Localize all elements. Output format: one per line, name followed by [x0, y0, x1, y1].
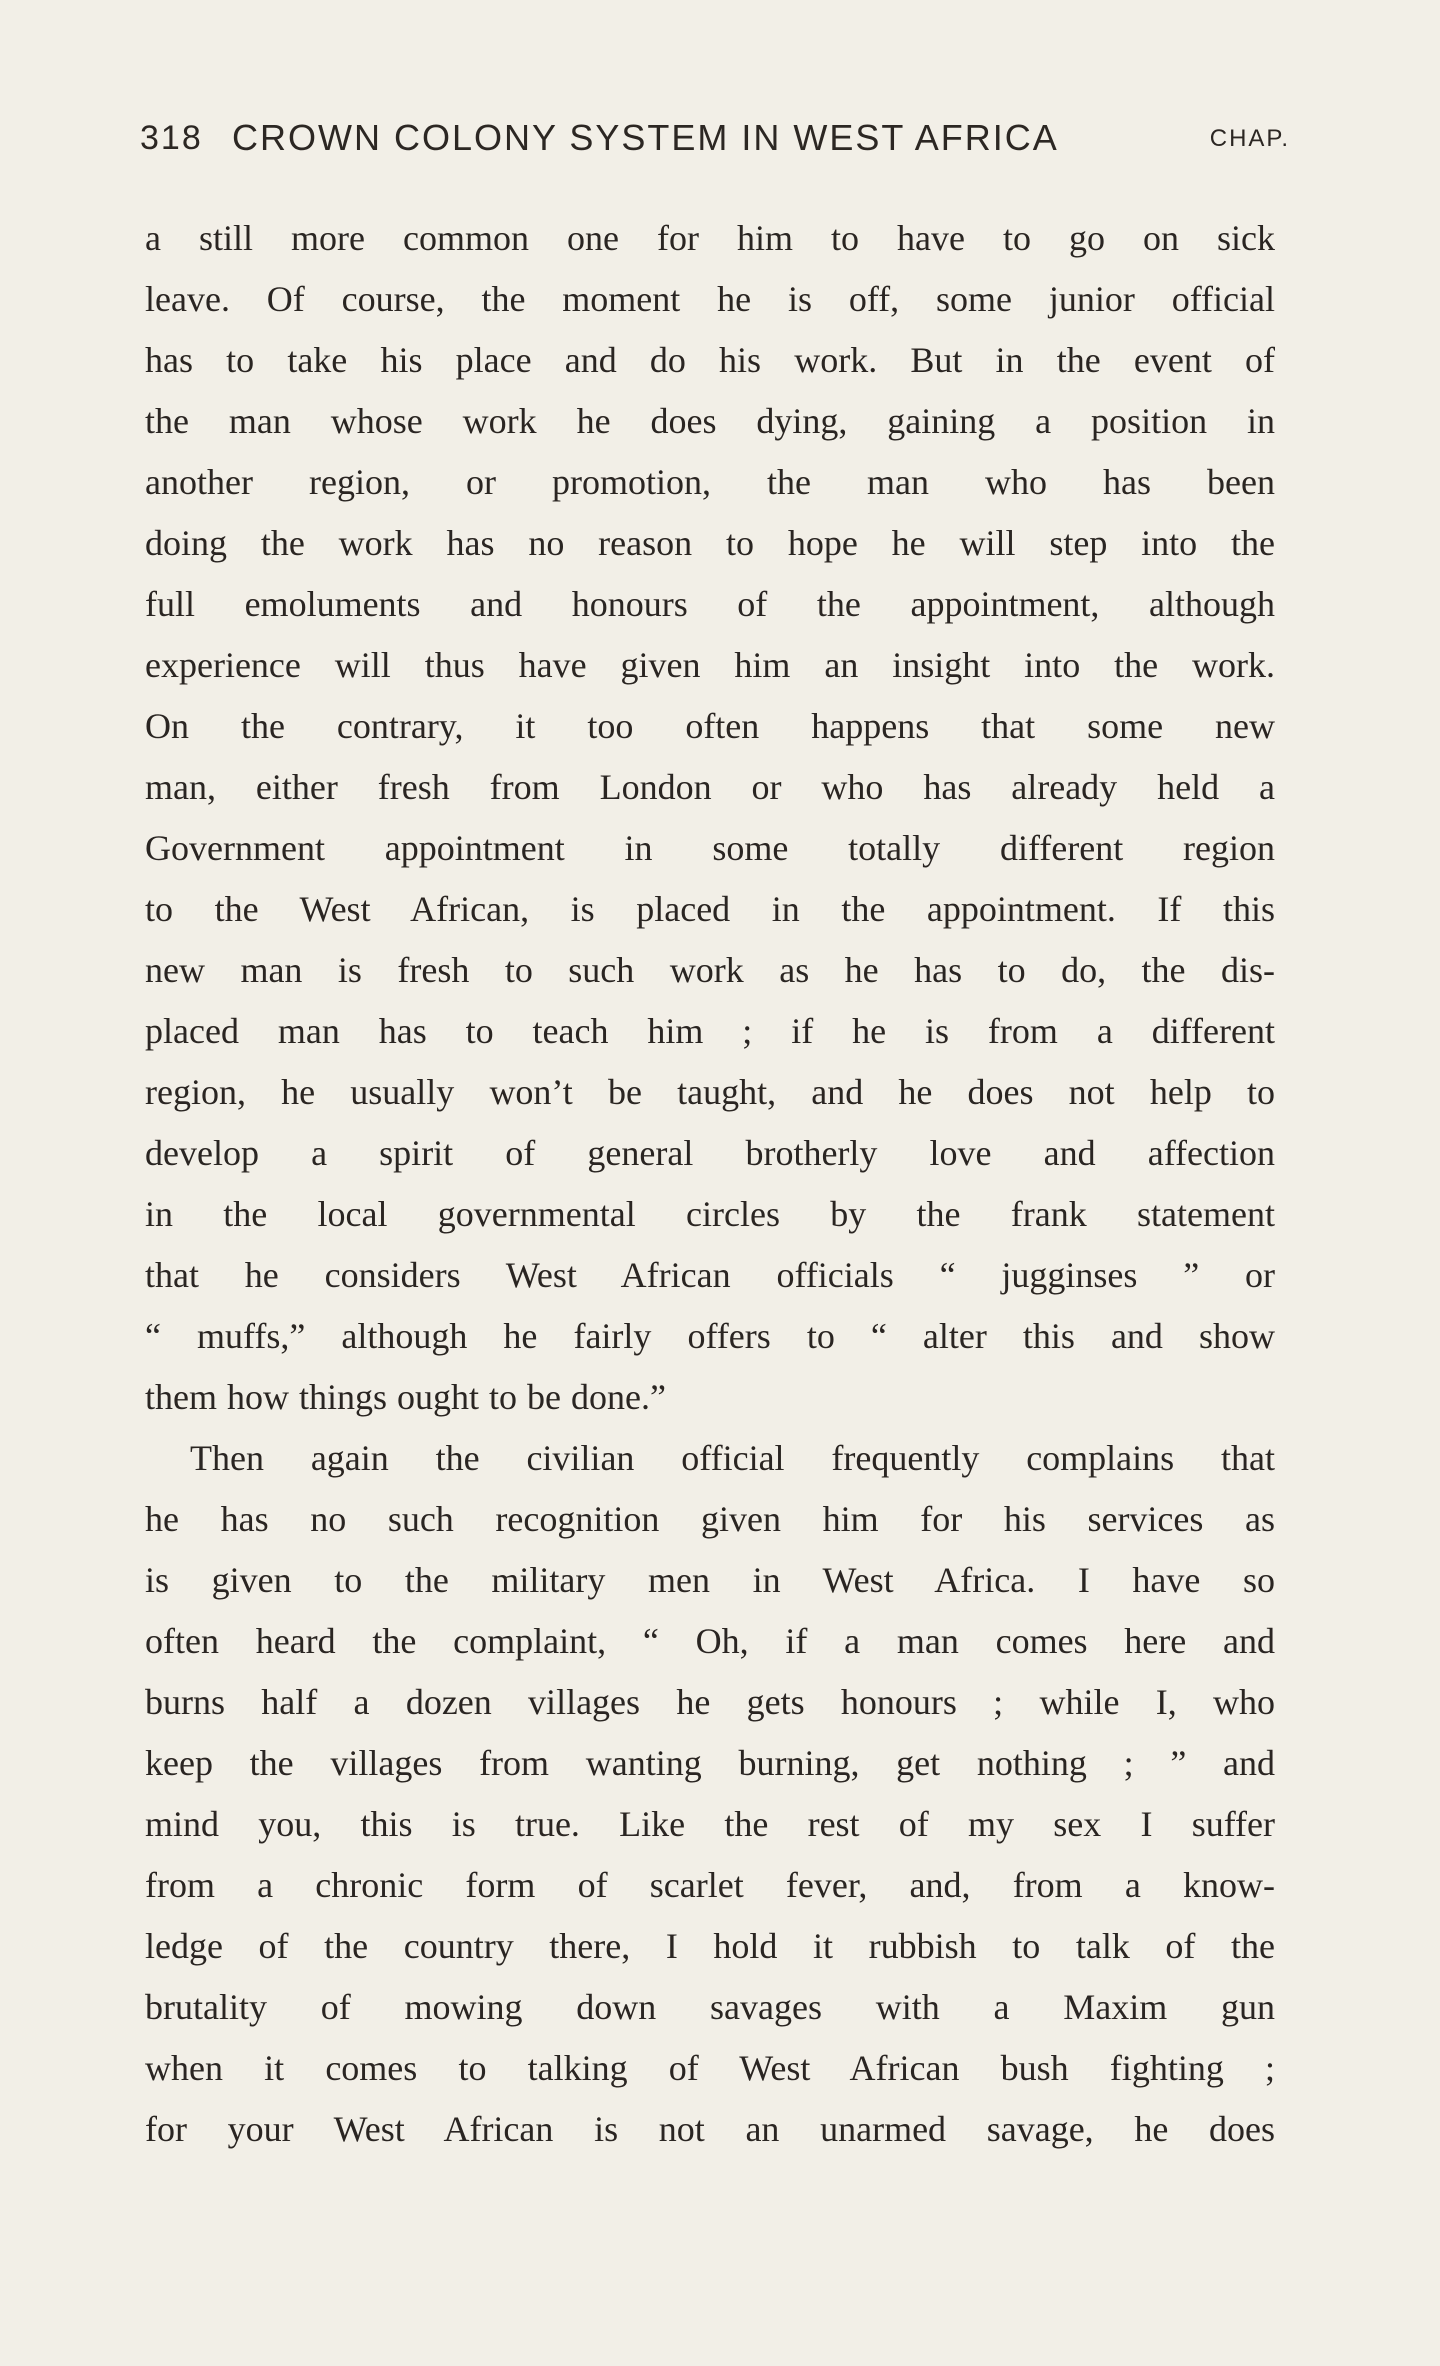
text-line: doing the work has no reason to hope he will step into the: [145, 523, 1275, 563]
text-line: man, either fresh from London or who has already held a: [145, 767, 1275, 807]
text-line: leave. Of course, the moment he is off, some junior official: [145, 279, 1275, 319]
text-line: another region, or promotion, the man who has been: [145, 462, 1275, 502]
text-line: mind you, this is true. Like the rest of my sex I suffer: [145, 1804, 1275, 1844]
text-line: keep the villages from wanting burning, get nothing ; ” and: [145, 1743, 1275, 1783]
text-line: them how things ought to be done.”: [145, 1377, 666, 1417]
text-line: he has no such recognition given him for his services as: [145, 1499, 1275, 1539]
text-line: new man is fresh to such work as he has to do, the dis-: [145, 950, 1275, 990]
text-line: Government appointment in some totally different region: [145, 828, 1275, 868]
running-header: [140, 118, 1290, 168]
body-text: [145, 208, 1275, 2160]
text-line: brutality of mowing down savages with a Maxim gun: [145, 1987, 1275, 2027]
text-line: to the West African, is placed in the appointment. If this: [145, 889, 1275, 929]
text-line: has to take his place and do his work. But in the event of: [145, 340, 1275, 380]
chapter-label: CHAP.: [1209, 125, 1290, 152]
text-line: full emoluments and honours of the appointment, although: [145, 584, 1275, 624]
text-line: for your West African is not an unarmed savage, he does: [145, 2109, 1275, 2149]
text-line: often heard the complaint, “ Oh, if a man comes here and: [145, 1621, 1275, 1661]
text-line: is given to the military men in West Africa. I have so: [145, 1560, 1275, 1600]
text-line: experience will thus have given him an insight into the work.: [145, 645, 1275, 685]
text-line: Then again the civilian official frequently complains that: [190, 1438, 1275, 1478]
text-line: On the contrary, it too often happens that some new: [145, 706, 1275, 746]
text-line: ledge of the country there, I hold it rubbish to talk of the: [145, 1926, 1275, 1966]
running-title: CROWN COLONY SYSTEM IN WEST AFRICA: [232, 117, 1059, 158]
text-line: in the local governmental circles by the frank statement: [145, 1194, 1275, 1234]
text-line: a still more common one for him to have to go on sick: [145, 218, 1275, 258]
text-line: region, he usually won’t be taught, and he does not help to: [145, 1072, 1275, 1112]
text-line: develop a spirit of general brotherly love and affection: [145, 1133, 1275, 1173]
text-line: from a chronic form of scarlet fever, and, from a know-: [145, 1865, 1275, 1905]
text-line: “ muffs,” although he fairly offers to “ alter this and show: [145, 1316, 1275, 1356]
text-line: when it comes to talking of West African bush fighting ;: [145, 2048, 1275, 2088]
page-number: 318: [140, 119, 203, 157]
text-line: placed man has to teach him ; if he is from a different: [145, 1011, 1275, 1051]
text-line: the man whose work he does dying, gaining a position in: [145, 401, 1275, 441]
text-line: burns half a dozen villages he gets honours ; while I, who: [145, 1682, 1275, 1722]
text-line: that he considers West African officials “ jugginses ” or: [145, 1255, 1275, 1295]
